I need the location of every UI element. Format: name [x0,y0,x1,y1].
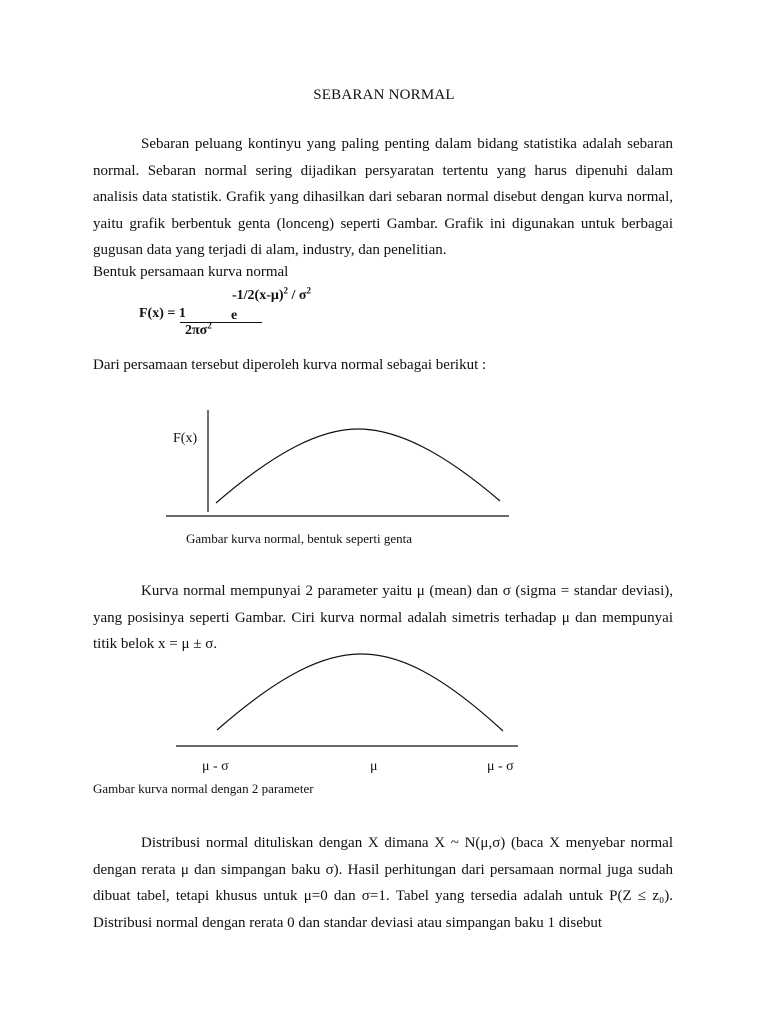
figure-1-y-label: F(x) [173,431,198,446]
equation-lhs: F(x) = 1 [139,306,186,321]
denominator-sup: 2 [207,320,212,331]
exponent-left: -1/2(x-μ) [232,288,284,303]
figure-1-caption: Gambar kurva normal, bentuk seperti genta [186,531,412,546]
figure-2-curve [217,654,503,731]
distribution-paragraph: Distribusi normal dituliskan dengan X dimana X ~ N(μ,σ) (baca X menyebar normal dengan rerata μ dan simpangan baku σ). Hasil perhitungan dari persamaan normal juga sudah dibuat tabel, tetapi khusus untuk μ=0 dan σ=1. Tabel yang tersedia adalah untuk P(Z ≤ z₀). Distribusi normal dengan rerata 0 dan standar deviasi atau simpangan baku 1 disebut [93,835,673,931]
figure-2-label-right: μ - σ [487,759,514,774]
figure-1-curve [216,429,500,503]
parameter-paragraph: Kurva normal mempunyai 2 parameter yaitu μ (mean) dan σ (sigma = standar deviasi), yang posisinya seperti Gambar. Ciri kurva normal adalah simetris terhadap μ dan mempunyai titik belok x = μ ± σ. [93,583,673,652]
exponent-sup-2: 2 [306,285,311,296]
equation-intro: Bentuk persamaan kurva normal [93,264,289,280]
curve-intro: Dari persamaan tersebut diperoleh kurva normal sebagai berikut : [93,357,487,373]
figure-2-label-center: μ [370,759,378,774]
figure-2-caption: Gambar kurva normal dengan 2 parameter [93,781,314,796]
figure-2-label-left: μ - σ [202,759,229,774]
equation-base: e [231,308,238,323]
denominator-text: 2πσ [185,323,208,338]
page-title: SEBARAN NORMAL [313,87,455,103]
intro-paragraph: Sebaran peluang kontinyu yang paling penting dalam bidang statistika adalah sebaran normal. Sebaran normal sering dijadikan persyaratan tertentu yang harus dipenuhi dalam analisis data statistik. Grafik yang dihasilkan dari sebaran normal disebut dengan kurva normal, yaitu grafik berbentuk genta (lonceng) seperti Gambar. Grafik ini digunakan untuk berbagai gugusan data yang terjadi di alam, industry, dan penelitian. [93,136,673,258]
exponent-sup-1: 2 [283,285,288,296]
exponent-right: / σ [287,288,307,303]
